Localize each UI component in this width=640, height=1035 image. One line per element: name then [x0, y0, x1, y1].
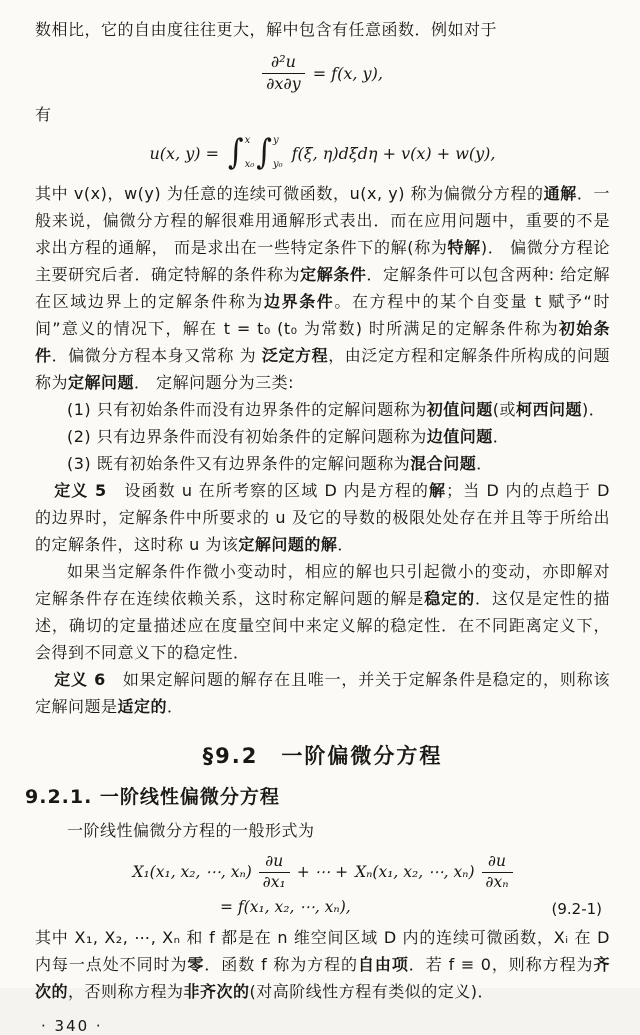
list-item-mixed-problem [35, 450, 610, 477]
equation-line-2 [35, 894, 610, 920]
paragraph-linear-pde-intro: 一阶线性偏微分方程的一般形式为 [67, 821, 315, 840]
text-run: ． 定解问题分为三类: [134, 373, 295, 392]
text-run: 如果定解问题的解存在且唯一，并关于定解条件是稳定的，则称该定解问题是 [35, 670, 610, 716]
emphasized-term: 混合问题 [410, 454, 477, 473]
equation-rhs: = f(x₁, x₂, ⋯, xₙ), [220, 898, 351, 916]
emphasized-term: 定解条件 [300, 265, 367, 284]
emphasized-term: 初始条件 [35, 319, 610, 365]
equation-rhs: f(ξ, η)dξdη + v(x) + w(y), [291, 143, 496, 163]
fraction [262, 53, 305, 93]
list-item-initial-value-problem [35, 396, 610, 423]
section-title: §9.2 一阶偏微分方程 [202, 744, 443, 768]
emphasized-term: 定义 6 [54, 670, 106, 689]
text-run: ．这仅是定性的描述，确切的定量描述应在度量空间中来定义解的稳定性．在不同距离定义下，会得到不同意义下的稳定性． [35, 589, 610, 662]
emphasized-term: 边界条件 [263, 292, 335, 311]
text-run: (1) 只有初始条件而没有边界条件的定解问题称为 [67, 400, 427, 419]
emphasized-term: 初值问题 [426, 400, 493, 419]
fraction-numerator: ∂u [482, 853, 513, 873]
emphasized-term: 柯西问题 [516, 400, 583, 419]
emphasized-term: 定解问题 [68, 373, 135, 392]
integral-limits [273, 135, 283, 171]
integral-sign: ∫ [256, 132, 272, 173]
paragraph-general-solution-discussion [35, 180, 610, 396]
text-run: ，否则称方程为 [68, 982, 184, 1001]
emphasized-term: 齐次的 [35, 955, 610, 1001]
emphasized-term: 通解 [543, 184, 577, 203]
integral-limits [245, 135, 255, 171]
fraction-numerator: ∂²u [262, 53, 305, 73]
emphasized-term: 自由项 [357, 955, 409, 974]
text-run: ．偏微分方程本身又常称 为 [51, 346, 262, 365]
integral-upper-limit: x [244, 135, 251, 146]
term-xn: Xₙ(x₁, x₂, ⋯, xₙ) [355, 863, 475, 881]
equation-general-solution [35, 130, 610, 176]
equation-number: (9.2-1) [551, 900, 602, 918]
emphasized-term: 定解问题的解 [238, 535, 338, 554]
text-run: (2) 只有边界条件而没有初始条件的定解问题称为 [67, 427, 427, 446]
text-run: ．函数 f 称为方程的 [204, 955, 358, 974]
definition-6 [35, 666, 610, 720]
text-run: 。在方程中的某个自变量 t 赋予“时间”意义的情况下，解在 t = t₀ (t₀ 为常数) 时所满足的定解条件称为 [35, 292, 610, 338]
emphasized-term: 泛定方程 [261, 346, 329, 365]
equation-mixed-partial [35, 47, 610, 99]
text-run: ；当 D 内的点趋于 D 的边界时，定解条件中所要求的 u 及它的导数的极限处处存在并且等于所给出的定解条件，这时称 u 为该 [35, 481, 610, 554]
integral-x [228, 132, 255, 173]
text-run: ．一般来说，偏微分方程的解很难用通解形式表出．而在应用问题中，重要的不是求出方程的通解， 而是求出在一些特定条件下的解(称为 [35, 184, 610, 257]
text-run: 设函数 u 在所考察的区域 D 内是方程的 [106, 481, 430, 500]
integral-upper-limit: y [272, 135, 279, 146]
word-have: 有 [35, 105, 52, 124]
text-run: ．若 f ≡ 0，则称方程为 [408, 955, 594, 974]
emphasized-term: 边值问题 [426, 427, 493, 446]
text-run: )． 偏微分方程论主要研究后者．确定特解的条件称为 [35, 238, 610, 284]
emphasized-term: 非齐次的 [183, 982, 250, 1001]
fraction-numerator: ∂u [259, 853, 290, 873]
equation-rhs: = f(x, y), [312, 63, 383, 83]
definition-5 [35, 477, 610, 558]
equation-lhs: u(x, y) = [149, 143, 220, 163]
emphasized-term: 定义 5 [54, 481, 107, 500]
problem-type-list [35, 396, 610, 477]
emphasized-term: 适定的 [117, 697, 168, 716]
text-run: 其中 X₁, X₂, ⋯, Xₙ 和 f 都是在 n 维空间区域 D 内的连续可微函数，Xᵢ 在 D 内每一点处不同时为 [35, 928, 610, 974]
fraction-denominator: ∂x₁ [262, 872, 286, 891]
page-number: · 340 · [41, 1017, 103, 1035]
text-run: 其中 v(x)，w(y) 为任意的连续可微函数，u(x, y) 称为偏微分方程的 [35, 184, 544, 203]
text-run: ．定解条件可以包含两种: 给定解在区域边界上的定解条件称为 [35, 265, 610, 311]
emphasized-term: 稳定的 [424, 589, 476, 608]
text-run: (3) 既有初始条件又有边界条件的定解问题称为 [67, 454, 411, 473]
list-item-boundary-value-problem [35, 423, 610, 450]
text-run: (对高阶线性方程有类似的定义)． [249, 982, 495, 1001]
term-x1: X₁(x₁, x₂, ⋯, xₙ) [132, 863, 252, 881]
plus-dots: + ⋯ + [296, 863, 349, 881]
text-run: ． [492, 427, 510, 446]
paragraph-continuation: 数相比，它的自由度往往更大，解中包含有任意函数．例如对于 [35, 20, 498, 39]
integral-sign: ∫ [228, 132, 244, 173]
text-run: ． [167, 697, 184, 716]
equation-line-1 [35, 850, 610, 894]
text-run: )． [582, 400, 606, 419]
text-run: ． [476, 454, 493, 473]
emphasized-term: 零 [187, 955, 205, 974]
emphasized-term: 特解 [447, 238, 481, 257]
fraction-denominator: ∂x∂y [266, 73, 301, 93]
subsection-title: 9.2.1. 一阶线性偏微分方程 [25, 786, 280, 808]
text-run: (或 [492, 400, 517, 419]
text-run: 如果当定解条件作微小变动时，相应的解也只引起微小的变动，亦即解对定解条件存在连续依赖关系，这时称定解问题的解是 [35, 562, 610, 608]
paragraph-stability [35, 558, 610, 666]
integral-lower-limit: x₀ [244, 159, 255, 170]
integral-lower-limit: y₀ [272, 159, 283, 170]
fraction-du-dx1 [259, 853, 290, 892]
equation-9-2-1 [35, 850, 610, 920]
emphasized-term: 解 [429, 481, 447, 500]
integral-y [256, 132, 283, 173]
text-run: ，由泛定方程和定解条件所构成的问题称为 [35, 346, 610, 392]
fraction-denominator: ∂xₙ [485, 872, 509, 891]
paragraph-coefficients [35, 924, 610, 1005]
text-run: ． [337, 535, 354, 554]
fraction-du-dxn [482, 853, 513, 892]
